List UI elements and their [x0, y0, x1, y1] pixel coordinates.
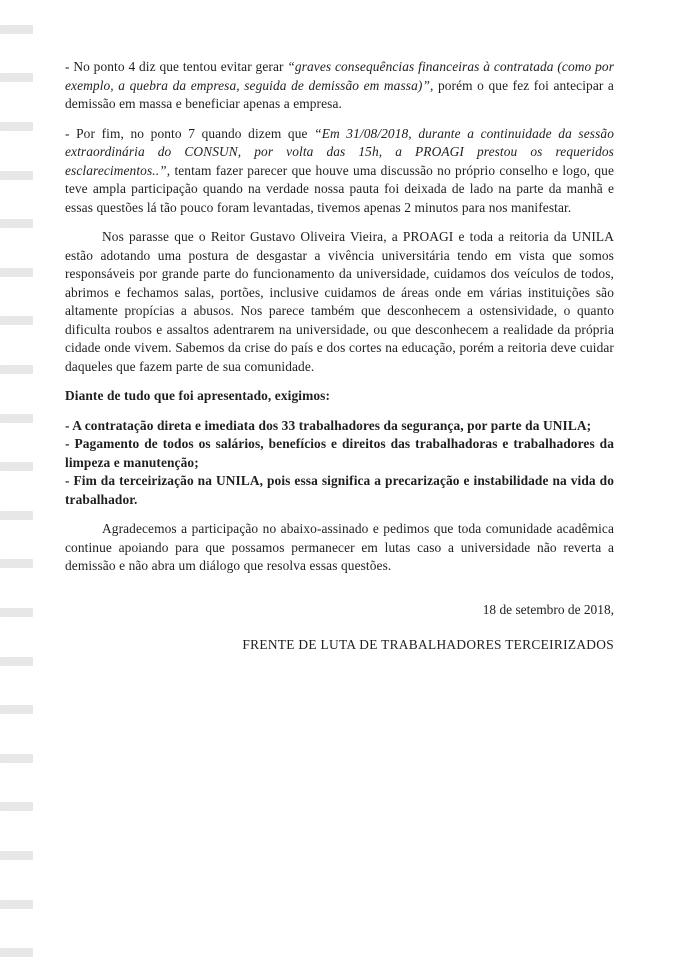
text-segment: , porém o que fez foi antecipar a demissão em massa e beneficiar apenas a empresa. — [65, 77, 614, 111]
scan-mark — [0, 851, 33, 860]
scan-artifacts — [0, 0, 40, 960]
paragraph-demand-1 — [65, 417, 614, 436]
paragraph-reitoria-critique — [65, 228, 614, 376]
scan-mark — [0, 414, 33, 423]
paragraphs-container — [65, 58, 614, 576]
paragraph-closing-thanks — [65, 520, 614, 576]
paragraph-demands-heading — [65, 387, 614, 406]
text-segment: Diante de tudo que foi apresentado, exigimos: — [65, 388, 331, 403]
scan-mark — [0, 559, 33, 568]
document-content — [65, 58, 614, 655]
scan-mark — [0, 73, 33, 82]
scan-mark — [0, 25, 33, 34]
scan-mark — [0, 948, 33, 957]
scan-mark — [0, 802, 33, 811]
scan-mark — [0, 705, 33, 714]
paragraph-point-7 — [65, 125, 614, 218]
scan-mark — [0, 219, 33, 228]
text-segment: - Pagamento de todos os salários, benefícios e direitos das trabalhadoras e trabalhadores da limpeza e manutenção; — [65, 436, 614, 470]
scan-mark — [0, 122, 33, 131]
text-segment: - A contratação direta e imediata dos 33 trabalhadores da segurança, por parte da UNILA; — [65, 417, 592, 433]
text-segment: - Fim da terceirização na UNILA, pois essa significa a precarização e instabilidade na vida do trabalhador. — [65, 473, 614, 507]
paragraph-demand-2 — [65, 435, 614, 472]
text-segment: “graves consequências financeiras à contratada (como por exemplo, a quebra da empresa, seguida de demissão em massa)” — [65, 59, 614, 93]
paragraph-point-4 — [65, 58, 614, 114]
text-segment: Agradecemos a participação no abaixo-assinado e pedimos que toda comunidade acadêmica continue apoiando para que possamos permanecer em lutas caso a universidade não reverta a demissão e não abra um diálogo que resolva essas questões. — [65, 521, 614, 573]
scan-mark — [0, 171, 33, 180]
scan-mark — [0, 316, 33, 325]
scan-mark — [0, 657, 33, 666]
date-line: 18 de setembro de 2018, — [482, 601, 614, 617]
scan-mark — [0, 754, 33, 763]
text-segment: - No ponto 4 diz que tentou evitar gerar — [65, 59, 288, 74]
text-segment: - Por fim, no ponto 7 quando dizem que — [65, 125, 315, 141]
scan-mark — [0, 900, 33, 909]
text-segment: Nos parasse que o Reitor Gustavo Oliveira Vieira, a PROAGI e toda a reitoria da UNILA estão adotando uma postura de desgastar a vivência universitária tendo em vista que somos responsáveis por grande parte do funcionamento da universidade, cuidamos dos veículos de todos, abrimos e fechamos salas, portões, inclusive cuidamos de áreas onde em várias instituições são altamente propícias a abusos. Nos parece também que desconhecem a ostensividade, o quanto dificulta roubos e assaltos adentrarem na universidade, ou que desconhecem a realidade da própria cidade onde vivem. Sabemos da crise do país e dos cortes na educação, porém a reitoria deve cuidar daqueles que fazem parte de sua comunidade. — [65, 229, 614, 374]
scan-mark — [0, 268, 33, 277]
scan-mark — [0, 365, 33, 374]
scan-mark — [0, 608, 33, 617]
scan-mark — [0, 511, 33, 520]
scan-mark — [0, 462, 33, 471]
text-segment: , tentam fazer parecer que houve uma discussão no próprio conselho e logo, que teve ampla participação quando na verdade nossa pauta foi deixada de lado na parte da manhã e essas questões lá tão pouco foram levantadas, tivemos apenas 2 minutos para nos manifestar. — [65, 162, 614, 215]
paragraph-demand-3 — [65, 472, 614, 509]
text-segment: “Em 31/08/2018, durante a continuidade da sessão extraordinária do CONSUN, por volta das 15h, a PROAGI prestou os requeridos esclarecimentos..” — [65, 125, 614, 178]
signature-line: FRENTE DE LUTA DE TRABALHADORES TERCEIRIZADOS — [242, 637, 614, 652]
